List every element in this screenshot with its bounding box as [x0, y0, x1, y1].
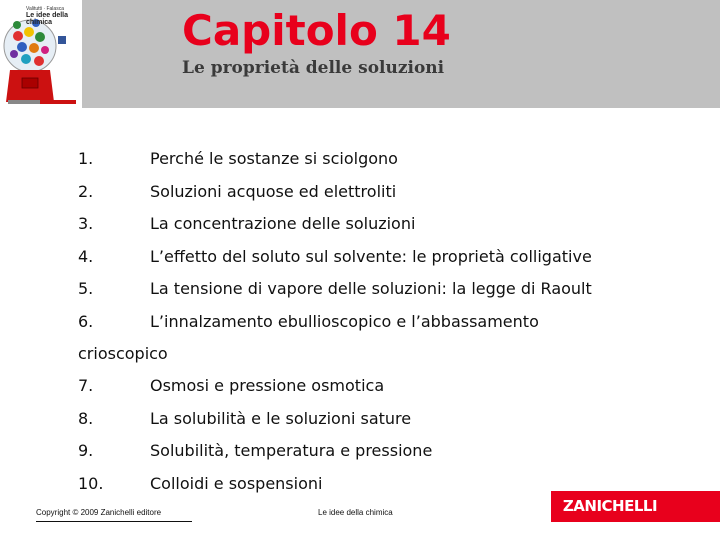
toc-item-number: 1.	[78, 149, 94, 168]
footer-book-name: Le idee della chimica	[318, 508, 393, 517]
toc-item	[78, 273, 698, 306]
toc-item-number: 9.	[78, 441, 94, 460]
toc-item	[78, 208, 698, 241]
cover-book-title-line1: Le idee della	[26, 12, 69, 19]
toc-item-text: La concentrazione delle soluzioni	[150, 214, 416, 233]
toc-item-text: La tensione di vapore delle soluzioni: la legge di Raoult	[150, 279, 592, 298]
toc-item-text: Perché le sostanze si sciolgono	[150, 149, 398, 168]
toc-item-number: 8.	[78, 408, 94, 428]
page-subtitle: Le proprietà delle soluzioni	[182, 58, 445, 78]
header-band	[0, 0, 720, 108]
toc-item	[78, 241, 698, 274]
publisher-mark-icon	[58, 36, 66, 44]
toc-item	[78, 435, 698, 468]
footer-copyright: Copyright © 2009 Zanichelli editore	[36, 508, 162, 517]
toc-item-number: 2.	[78, 181, 94, 201]
toc-item-number: 7.	[78, 376, 94, 395]
toc-item-text: Colloidi e sospensioni	[150, 473, 323, 493]
cover-text	[26, 6, 76, 26]
toc-item-text: Soluzioni acquose ed elettroliti	[150, 181, 397, 201]
toc-item-text: Solubilità, temperatura e pressione	[150, 441, 433, 460]
cover-book-title-line2: chimica	[26, 19, 53, 26]
page-title: Capitolo 14	[182, 6, 451, 55]
cover-red-strip	[40, 100, 76, 104]
footer-divider	[36, 521, 192, 522]
table-of-contents	[78, 143, 698, 500]
toc-item-text: crioscopico	[78, 344, 168, 363]
toc-item	[78, 143, 698, 176]
toc-item	[78, 306, 698, 339]
cover-author: Valitutti · Falasca	[26, 6, 64, 12]
book-cover-image	[0, 0, 82, 108]
toc-item	[78, 403, 698, 436]
toc-item-number: 4.	[78, 246, 94, 266]
zanichelli-logo	[551, 491, 720, 522]
toc-item-text: Osmosi e pressione osmotica	[150, 376, 385, 395]
toc-item	[78, 176, 698, 209]
toc-item-text: La solubilità e le soluzioni sature	[150, 408, 412, 428]
toc-item-number: 10.	[78, 473, 104, 493]
toc-item-number: 6.	[78, 311, 94, 331]
toc-item	[78, 370, 698, 403]
toc-item-number: 3.	[78, 214, 94, 233]
toc-item-continuation	[78, 338, 698, 370]
toc-item-text: L’effetto del soluto sul solvente: le proprietà colligative	[150, 246, 592, 266]
toc-item-number: 5.	[78, 279, 94, 298]
logo-text: ZANICHELLI	[562, 497, 658, 515]
toc-item-text: L’innalzamento ebullioscopico e l’abbassamento	[150, 311, 539, 331]
